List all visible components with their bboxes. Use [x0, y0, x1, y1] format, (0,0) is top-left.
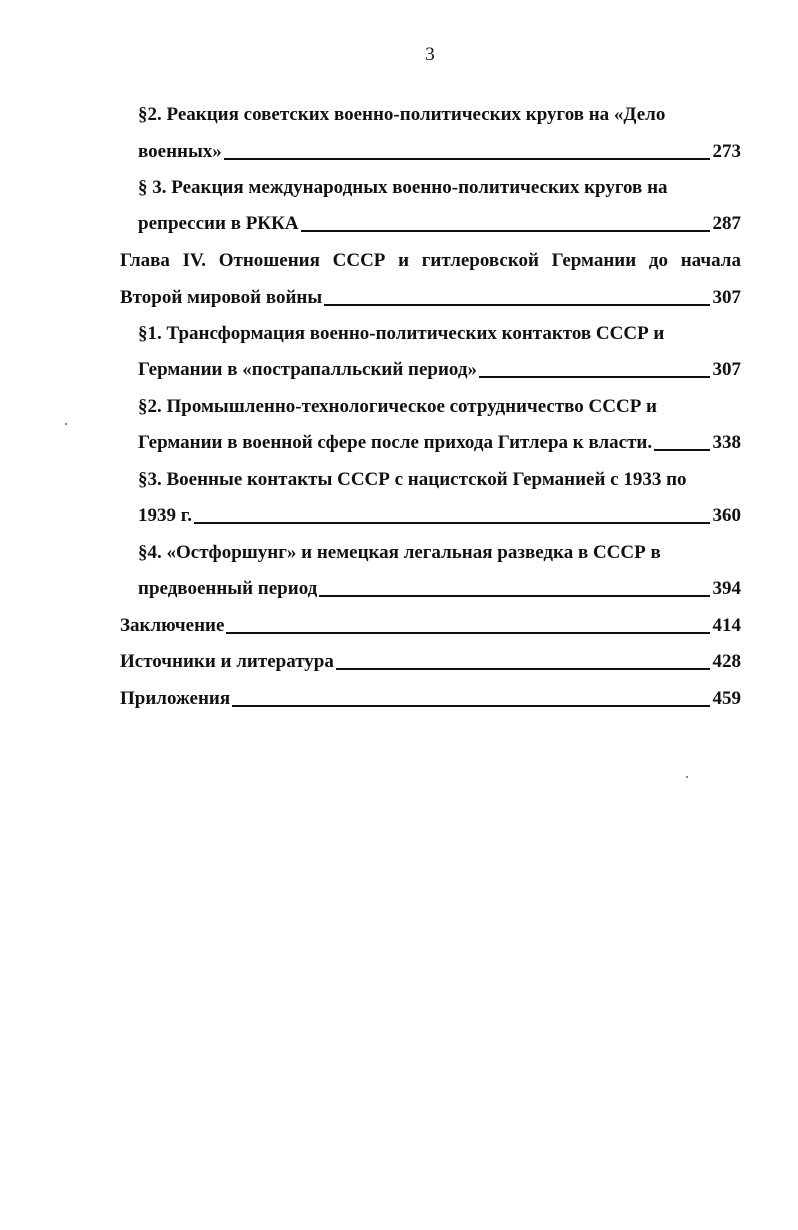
chapter-word: IV. [182, 250, 206, 271]
chapter-word: и [398, 250, 410, 271]
toc-entry-text: Приложения [120, 688, 231, 709]
toc-entry-line1: §2. Реакция советских военно-политических кругов на «Дело [138, 104, 666, 125]
toc-leader-line [226, 632, 709, 634]
toc-entry-line2 [138, 577, 741, 601]
toc-page-number: 459 [712, 688, 741, 709]
toc-leader-line [654, 449, 709, 451]
toc-entry-text: предвоенный период [138, 578, 318, 599]
toc-leader-line [319, 595, 709, 597]
toc-entry-text: Заключение [120, 615, 225, 636]
toc-page-number: 307 [712, 287, 741, 308]
toc-entry-sources [120, 650, 741, 674]
chapter-word: до [648, 250, 669, 271]
toc-entry-line2 [138, 212, 741, 236]
toc-entry-line2 [138, 140, 741, 164]
toc-entry-conclusion [120, 614, 741, 638]
toc-leader-line [224, 158, 710, 160]
toc-entry-line1: §4. «Остфоршунг» и немецкая легальная разведка в СССР в [138, 542, 661, 563]
chapter-title-line1 [120, 249, 741, 273]
toc-leader-line [301, 230, 710, 232]
toc-entry-line2 [138, 504, 741, 528]
chapter-word: Отношения [218, 250, 320, 271]
toc-entry-text: Второй мировой войны [120, 287, 323, 308]
toc-leader-line [324, 304, 709, 306]
toc-page-number: 273 [712, 141, 741, 162]
toc-leader-line [194, 522, 710, 524]
chapter-title-line2 [120, 286, 741, 310]
toc-entry-text: Источники и литература [120, 651, 334, 672]
toc-page-number: 287 [712, 213, 741, 234]
toc-entry-text: репрессии в РККА [138, 213, 299, 234]
toc-entry-text: Германии в военной сфере после прихода Гитлера к власти. [138, 432, 653, 453]
chapter-word: СССР [332, 250, 386, 271]
toc-entry-line1: §1. Трансформация военно-политических контактов СССР и [138, 323, 665, 344]
toc-page-number: 428 [712, 651, 741, 672]
toc-leader-line [232, 705, 709, 707]
toc-entry-text: 1939 г. [138, 505, 192, 526]
chapter-word: Германии [551, 250, 637, 271]
toc-entry-line1: §3. Военные контакты СССР с нацистской Германией с 1933 по [138, 469, 687, 490]
toc-entry-text: военных» [138, 141, 222, 162]
toc-entry-appendices [120, 687, 741, 711]
toc-page-number: 338 [712, 432, 741, 453]
page-number: 3 [425, 44, 435, 65]
toc-page-number: 394 [712, 578, 741, 599]
toc-entry-line2 [138, 431, 741, 455]
scan-speck [686, 776, 688, 778]
toc-entry-line1: §2. Промышленно-технологическое сотрудничество СССР и [138, 396, 657, 417]
toc-leader-line [336, 668, 710, 670]
toc-entry-line2 [138, 358, 741, 382]
toc-entry-text: Германии в «пострапалльский период» [138, 359, 477, 380]
toc-entry-line1: § 3. Реакция международных военно-политических кругов на [138, 177, 668, 198]
chapter-word: гитлеровской [421, 250, 539, 271]
chapter-word: начала [680, 250, 741, 271]
toc-page-number: 414 [712, 615, 741, 636]
toc-page-number: 360 [712, 505, 741, 526]
scan-speck [65, 423, 67, 425]
toc-page-number: 307 [712, 359, 741, 380]
toc-leader-line [479, 376, 710, 378]
chapter-word: Глава [120, 250, 170, 271]
